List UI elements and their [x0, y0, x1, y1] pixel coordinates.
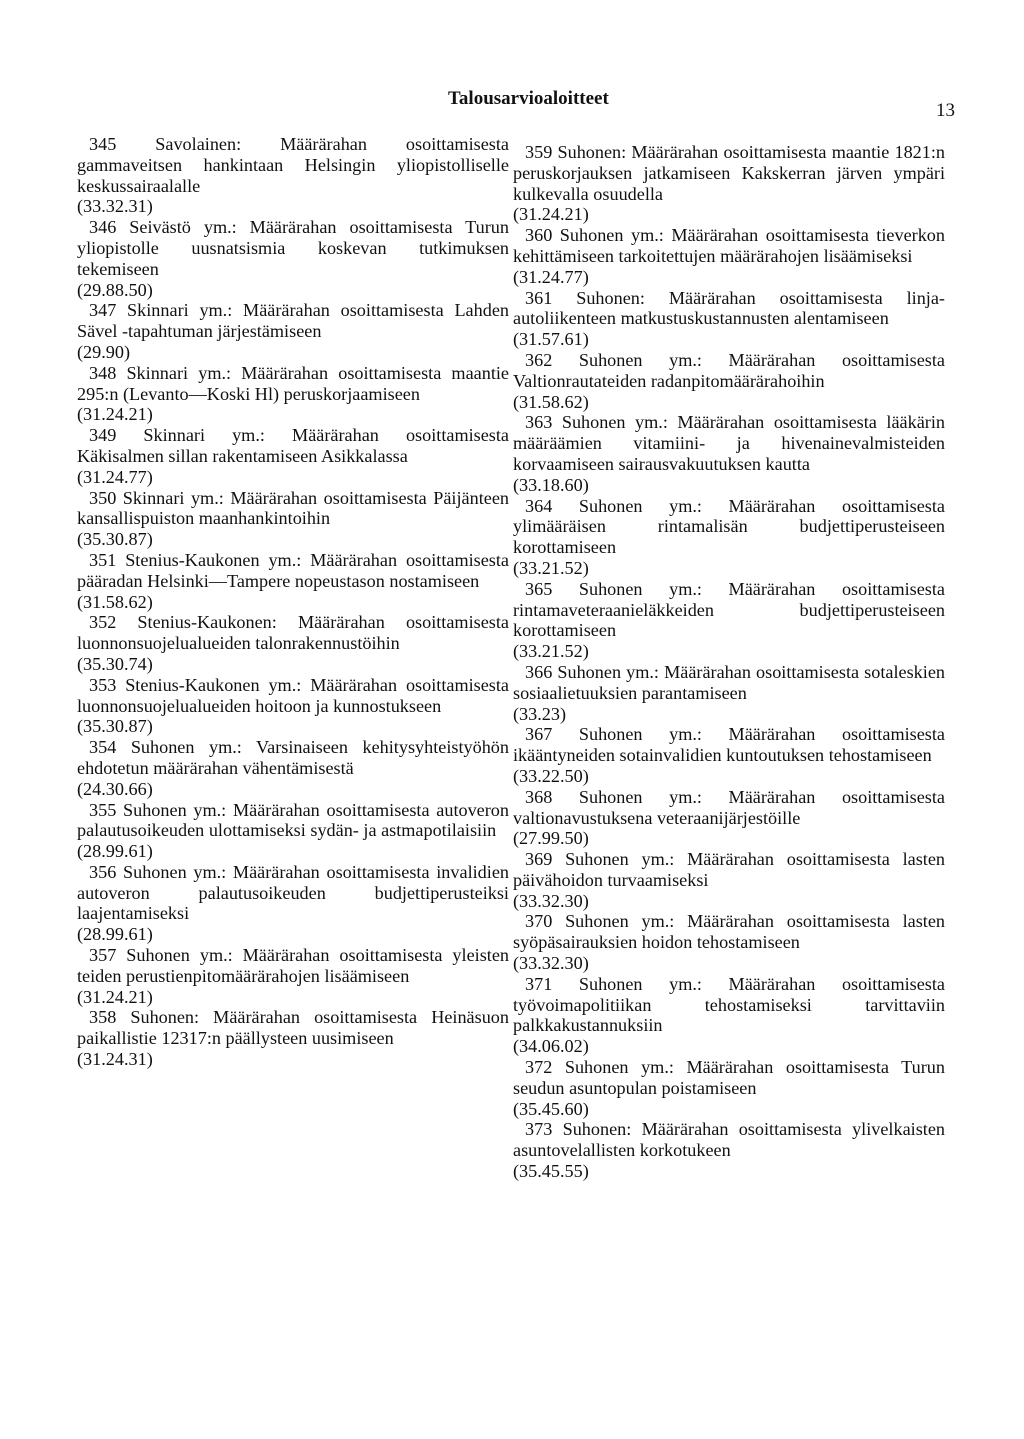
budget-item-code: (31.24.21): [77, 404, 153, 425]
budget-item-code: (33.18.60): [513, 474, 589, 495]
motion-title: 347 Skinnari ym.: Määrärahan osoittamisesta Lahden Sävel -tapahtuman järjestämiseen: [77, 300, 509, 342]
motion-title: 345 Savolainen: Määrärahan osoittamisesta gammaveitsen hankintaan Helsingin yliopistolliselle keskussairaalalle: [77, 134, 509, 196]
budget-motion-entry: [77, 945, 509, 1007]
budget-motion-entry: [513, 787, 945, 849]
budget-motion-entry: [513, 724, 945, 786]
budget-motion-entry: [513, 579, 945, 662]
motion-title: 348 Skinnari ym.: Määrärahan osoittamisesta maantie 295:n (Levanto—Koski Hl) peruskorjaamiseen: [77, 362, 509, 404]
budget-item-code: (33.32.30): [513, 953, 589, 974]
budget-motion-entry: [513, 142, 945, 225]
motion-title: 360 Suhonen ym.: Määrärahan osoittamisesta tieverkon kehittämiseen tarkoitettujen määrärahojen lisäämiseksi: [513, 225, 945, 266]
page-number: 13: [936, 100, 955, 121]
budget-motion-entry: [513, 288, 945, 350]
budget-item-code: (35.30.87): [77, 716, 153, 737]
budget-item-code: (33.32.30): [513, 890, 589, 911]
budget-motion-entry: [513, 225, 945, 287]
budget-item-code: (31.24.77): [77, 466, 153, 487]
budget-item-code: (31.58.62): [77, 591, 153, 612]
budget-item-code: (31.24.77): [513, 266, 589, 287]
motion-title: 366 Suhonen ym.: Määrärahan osoittamisesta sotaleskien sosiaalietuuksien parantamiseen: [513, 661, 945, 703]
motion-title: 361 Suhonen: Määrärahan osoittamisesta linja-autoliikenteen matkustuskustannusten alentamiseen: [513, 287, 945, 329]
budget-item-code: (28.99.61): [77, 924, 153, 945]
budget-item-code: (35.45.55): [513, 1161, 589, 1182]
budget-item-code: (31.24.21): [77, 986, 153, 1007]
motion-title: 370 Suhonen ym.: Määrärahan osoittamisesta lasten syöpäsairauksien hoidon tehostamiseen: [513, 911, 945, 953]
motion-title: 373 Suhonen: Määrärahan osoittamisesta ylivelkaisten asuntovelallisten korkotukeen: [513, 1119, 945, 1161]
motion-title: 372 Suhonen ym.: Määrärahan osoittamisesta Turun seudun asuntopulan poistamiseen: [513, 1057, 945, 1098]
budget-item-code: (33.23): [513, 703, 567, 724]
motion-title: 364 Suhonen ym.: Määrärahan osoittamisesta ylimääräisen rintamalisän budjettiperusteiseen korottamiseen: [513, 495, 945, 558]
budget-motion-entry: [77, 737, 509, 799]
budget-item-code: (29.88.50): [77, 279, 153, 300]
budget-motion-entry: [513, 974, 945, 1057]
budget-item-code: (28.99.61): [77, 841, 153, 862]
motion-title: 358 Suhonen: Määrärahan osoittamisesta Heinäsuon paikallistie 12317:n päällysteen uusimiseen: [77, 1007, 509, 1049]
budget-item-code: (35.45.60): [513, 1098, 589, 1119]
motion-title: 356 Suhonen ym.: Määrärahan osoittamisesta invalidien autoveron palautusoikeuden budjettiperusteiksi laajentamiseksi: [77, 861, 509, 924]
motion-title: 359 Suhonen: Määrärahan osoittamisesta maantie 1821:n peruskorjauksen jatkamiseen Kakskerran järven ympäri kulkevalla osuudella: [513, 142, 945, 204]
budget-motion-entry: [77, 300, 509, 362]
budget-motion-entry: [513, 412, 945, 495]
budget-item-code: (24.30.66): [77, 778, 153, 799]
budget-item-code: (29.90): [77, 341, 131, 362]
motion-title: 352 Stenius-Kaukonen: Määrärahan osoittamisesta luonnonsuojelualueiden talonrakennustöihin: [77, 612, 509, 654]
motion-title: 362 Suhonen ym.: Määrärahan osoittamisesta Valtionrautateiden radanpitomäärärahoihin: [513, 349, 945, 391]
motion-title: 354 Suhonen ym.: Varsinaiseen kehitysyhteistyöhön ehdotetun määrärahan vähentämisestä: [77, 737, 509, 778]
budget-item-code: (35.30.74): [77, 653, 153, 674]
running-head-title: Talousarvioaloitteet: [448, 88, 609, 109]
budget-item-code: (31.58.62): [513, 391, 589, 412]
motion-title: 349 Skinnari ym.: Määrärahan osoittamisesta Käkisalmen sillan rakentamiseen Asikkalassa: [77, 425, 509, 466]
budget-motion-entry: [513, 1057, 945, 1119]
budget-motion-entry: [77, 1007, 509, 1069]
budget-motion-entry: [513, 1119, 945, 1181]
budget-motion-entry: [77, 550, 509, 612]
budget-item-code: (35.30.87): [77, 529, 153, 550]
motion-title: 363 Suhonen ym.: Määrärahan osoittamisesta lääkärin määräämien vitamiini- ja hivenainevalmisteiden korvaamiseen sairausvakuutuksen kautta: [513, 412, 945, 474]
motion-title: 369 Suhonen ym.: Määrärahan osoittamisesta lasten päivähoidon turvaamiseksi: [513, 849, 945, 890]
motion-title: 365 Suhonen ym.: Määrärahan osoittamisesta rintamaveteraanieläkkeiden budjettiperusteiseen korottamiseen: [513, 578, 945, 641]
left-column: [77, 134, 509, 1070]
motion-title: 350 Skinnari ym.: Määrärahan osoittamisesta Päijänteen kansallispuiston maanhankintoihin: [77, 487, 509, 529]
motion-title: 357 Suhonen ym.: Määrärahan osoittamisesta yleisten teiden perustienpitomäärärahojen lisäämiseen: [77, 945, 509, 986]
budget-item-code: (31.24.21): [513, 204, 589, 225]
budget-motion-entry: [77, 134, 509, 217]
budget-motion-entry: [513, 496, 945, 579]
budget-motion-entry: [77, 862, 509, 945]
budget-motion-entry: [77, 488, 509, 550]
motion-title: 351 Stenius-Kaukonen ym.: Määrärahan osoittamisesta pääradan Helsinki—Tampere nopeustason nostamiseen: [77, 549, 509, 591]
motion-title: 353 Stenius-Kaukonen ym.: Määrärahan osoittamisesta luonnonsuojelualueiden hoitoon ja kunnostukseen: [77, 674, 509, 716]
motion-title: 371 Suhonen ym.: Määrärahan osoittamisesta työvoimapolitiikan tehostamiseksi tarvittaviin palkkakustannuksiin: [513, 973, 945, 1036]
budget-item-code: (27.99.50): [513, 828, 589, 849]
budget-item-code: (31.24.31): [77, 1049, 153, 1070]
budget-motion-entry: [513, 350, 945, 412]
budget-item-code: (33.21.52): [513, 557, 589, 578]
budget-item-code: (33.32.31): [77, 196, 153, 217]
motion-title: 368 Suhonen ym.: Määrärahan osoittamisesta valtionavustuksena veteraanijärjestöille: [513, 786, 945, 828]
motion-title: 355 Suhonen ym.: Määrärahan osoittamisesta autoveron palautusoikeuden ulottamiseksi sydän- ja astmapotilaisiin: [77, 799, 509, 841]
budget-motion-entry: [77, 363, 509, 425]
right-column: [513, 142, 945, 1182]
budget-motion-entry: [513, 662, 945, 724]
motion-title: 346 Seivästö ym.: Määrärahan osoittamisesta Turun yliopistolle uusnatsismia koskevan tutkimuksen tekemiseen: [77, 217, 509, 279]
budget-motion-entry: [77, 217, 509, 300]
budget-motion-entry: [77, 425, 509, 487]
budget-motion-entry: [77, 800, 509, 862]
budget-motion-entry: [513, 849, 945, 911]
budget-item-code: (33.22.50): [513, 765, 589, 786]
budget-motion-entry: [77, 612, 509, 674]
budget-item-code: (31.57.61): [513, 329, 589, 350]
motion-title: 367 Suhonen ym.: Määrärahan osoittamisesta ikääntyneiden sotainvalidien kuntoutuksen tehostamiseen: [513, 724, 945, 766]
budget-motion-entry: [513, 911, 945, 973]
budget-item-code: (33.21.52): [513, 641, 589, 662]
budget-motion-entry: [77, 675, 509, 737]
budget-item-code: (34.06.02): [513, 1036, 589, 1057]
